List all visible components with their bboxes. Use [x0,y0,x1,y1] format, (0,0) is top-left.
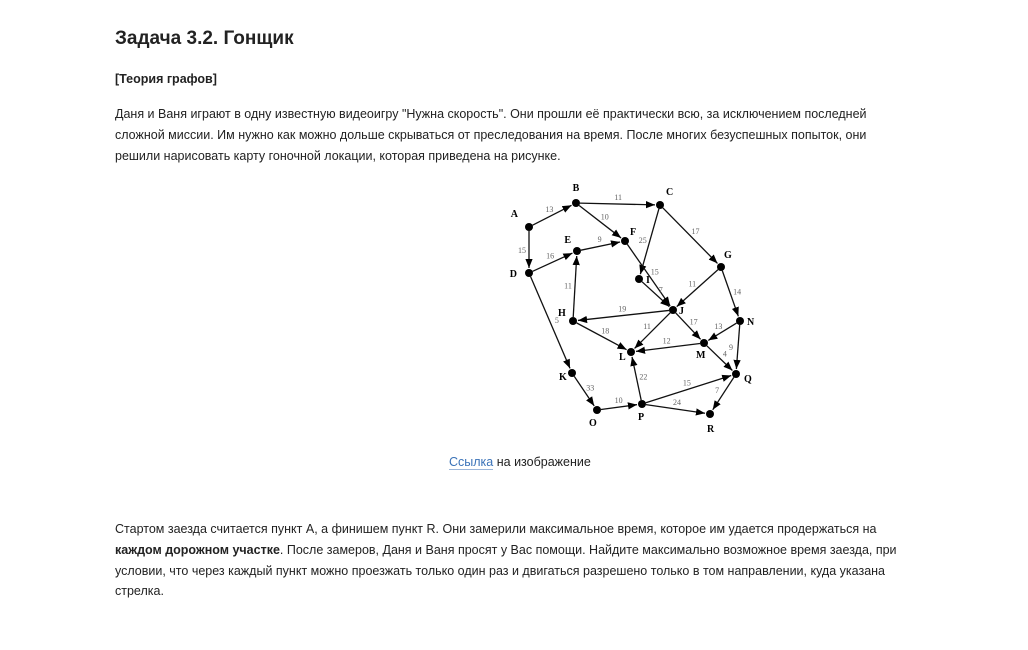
node-label-Q: Q [744,374,752,385]
node-label-J: J [679,306,684,317]
edge-weight-C-I: 25 [638,236,647,246]
topic-tag: [Теория графов] [115,72,217,86]
edge-weight-E-F: 9 [597,235,602,245]
edge-G-J [677,270,718,307]
edge-weight-I-J: 7 [658,285,663,295]
node-label-O: O [589,418,597,429]
edge-N-M [708,323,736,340]
edge-weight-J-M: 17 [689,317,698,327]
node-P [638,400,646,408]
node-label-R: R [707,424,715,435]
edge-B-F [579,205,621,237]
edge-weight-J-L: 11 [643,322,651,332]
edge-weight-O-P: 10 [614,396,623,406]
task-bold-text: каждом дорожном участке [115,542,280,557]
edge-H-E [573,256,576,317]
node-O [593,406,601,414]
edge-weight-J-H: 19 [618,304,627,314]
image-link[interactable]: Ссылка [449,455,494,469]
node-label-E: E [564,235,571,246]
task-text-2: . После замеров, Даня и Ваня просят у Вас помощи. Найдите максимально возможное время заезда, при условии, что через каждый пункт можно проезжать только один раз и двигаться разрешено только в том направлении, куда указана стрелка. [115,542,897,599]
image-caption [449,455,591,469]
node-label-K: K [559,372,567,383]
edge-O-P [601,405,637,410]
node-label-M: M [696,350,706,361]
edge-weight-B-C: 11 [614,193,623,203]
node-A [525,223,533,231]
edge-weight-H-E: 11 [564,281,572,291]
node-C [656,201,664,209]
race-graph-diagram [503,182,773,442]
page-title: Задача 3.2. Гонщик [115,28,294,49]
edge-weight-M-Q: 4 [722,349,727,359]
edge-weight-A-B: 13 [545,204,554,214]
node-label-N: N [747,317,755,328]
node-label-L: L [619,352,626,363]
edge-weight-F-J: 15 [650,267,659,277]
node-H [569,317,577,325]
edge-weight-K-O: 33 [586,383,595,393]
edge-weight-C-G: 17 [691,227,700,237]
edge-C-G [663,208,718,264]
node-label-G: G [724,250,732,261]
edge-weight-P-Q: 15 [682,378,691,388]
edge-weight-N-M: 13 [714,322,723,332]
node-label-P: P [638,412,645,423]
caption-text: на изображение [493,455,591,469]
edge-weight-G-N: 14 [733,287,742,297]
node-J [669,306,677,314]
edge-weight-P-R: 24 [673,398,682,408]
node-I [635,275,643,283]
intro-paragraph: Даня и Ваня играют в одну известную видеоигру "Нужна скорость". Они прошли её практически всю, за исключением последней сложной миссии. Им нужно как можно дольше скрываться от преследования на время. После многих безуспешных попыток, они решили нарисовать карту гоночной локации, которая приведена на рисунке. [115,107,867,163]
node-label-F: F [630,227,637,238]
node-G [717,263,725,271]
node-R [706,410,714,418]
task-text-1: Стартом заезда считается пункт А, а финишем пункт R. Они замерили максимальное время, которое им удается продержаться на [115,522,877,536]
node-K [568,369,576,377]
node-B [572,199,580,207]
node-N [736,317,744,325]
edge-weight-D-E: 16 [546,251,555,261]
edge-weight-N-Q: 9 [729,342,734,352]
edge-weight-Q-R: 7 [715,386,720,396]
edge-weight-G-J: 11 [688,279,697,289]
edge-weight-D-K: 5 [554,316,559,326]
node-D [525,269,533,277]
node-label-A: A [510,209,518,220]
edge-weight-M-L: 12 [662,336,671,346]
node-label-B: B [572,183,580,194]
task-paragraph [115,519,915,602]
node-L [627,348,635,356]
node-Q [732,370,740,378]
edge-weight-B-F: 10 [600,212,609,222]
node-label-I: I [646,275,650,286]
edge-N-Q [736,325,739,369]
node-label-D: D [509,269,517,280]
edge-weight-H-L: 18 [601,326,610,336]
node-F [621,237,629,245]
node-label-C: C [666,187,674,198]
node-label-H: H [558,308,566,319]
edge-weight-A-D: 15 [518,246,526,255]
node-M [700,339,708,347]
node-E [573,247,581,255]
edge-B-C [580,203,655,205]
edge-weight-P-L: 22 [639,372,648,382]
